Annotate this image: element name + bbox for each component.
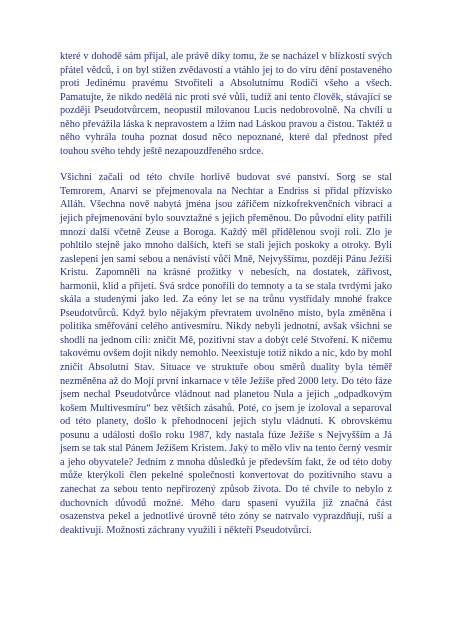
paragraph-2: Všichni začali od této chvíle horlivě budovat své panství. Sorg se stal Temrorem, Anarvi se přejmenovala na Nechtar a Endriss si přidal přízvisko Alláh. Všechna nově nabytá jména jsou zářičem nízkofrekvenčních vibrací a jejich přejmenování bylo souvztažné s jejich přeměnou. Do původní elity patřili mnozí další včetně Zeuse a Boroga. Každý měl přidělenou svoji roli. Zlo je pohltilo stejně jako mnoho dalších, kteří se stali jejich poskoky a otroky. Byli zaslepeni jen sami sebou a nenávistí vůči Mně, Nejvyššímu, později Pánu Ježíši Kristu. Zapomněli na krásné prožitky v nebesích, na dostatek, zářivost, harmonii, klid a přijetí. Svá srdce ponořili do temnoty a ta se stala tvrdými jako skála a studenými jako led. Za eóny let se na trůnu vystřídaly mnohé frakce Pseudotvůrců. Když bylo nějakým převratem uvolněno místo, byla změněna i politika směřování celého antivesmíru. Nikdy nebyli jednotní, avšak všichni se shodli na jednom cíli: zničit Mě, pozitivní stav a dobýt celé Stvoření. K ničemu takovému ovšem dojít nikdy nemohlo. Neexistuje totiž nikdo a nic, kdo by mohl zničit Absolutní Stav. Situace ve struktuře obou směrů duality byla téměř nezměněna až do Mojí první inkarnace v těle Ježíše před 2000 lety. Do této fáze jsem nechal Pseudotvůrce vládnout nad planetou Nula a jejich „odpadkovým košem Multivesmíru“ bez větších zásahů. Poté, co jsem je izoloval a separoval od této planety, došlo k přehodnocení jejich stylu vládnutí. K obrovskému posunu a události došlo roku 1987, kdy nastala fúze Ježíše s Nejvyšším a Já jsem se tak stal Pánem Ježíšem Kristem. Jaký to mělo vliv na tento černý vesmír a jeho obyvatele? Jedním z mnoha důsledků je především fakt, že od této doby může kterýkoli člen pekelné společnosti konvertovat do pozitivního stavu a zanechat za sebou tento nepřirozený způsob života. Do té chvíle to nebylo z duchovních důvodů možné. Mého daru spasení využila již značná část osazenstva pekel a jednotlivé úrovně této zóny se natrvalo vyprazdňují, ruší a deaktivují. Možnosti záchrany využili i někteří Pseudotvůrci. <box>60 172 392 536</box>
document-page <box>60 50 392 537</box>
paragraph-1: které v dohodě sám přijal, ale právě díky tomu, že se nacházel v blízkosti svých přátel vědců, i on byl stižen zvědavostí a vtáhlo jej to do víru dění postaveného proti Jedinému pravému Stvořiteli a Absolutnímu Rodiči všeho a všech. Pamatujte, že nikdo nedělá nic proti své vůli, tudíž ani tento člověk, stávající se později Pseudotvůrcem, neopustil milovanou Lucis nedobrovolně. Na chvíli u něho převážila láska k nepravostem a lžím nad Láskou pravou a čistou. Taktéž u něho vyhrála touha poznat dosud něco nepoznané, které dal přednost před touhou svého tehdy ještě nezapouzdřeného srdce. <box>60 51 392 157</box>
